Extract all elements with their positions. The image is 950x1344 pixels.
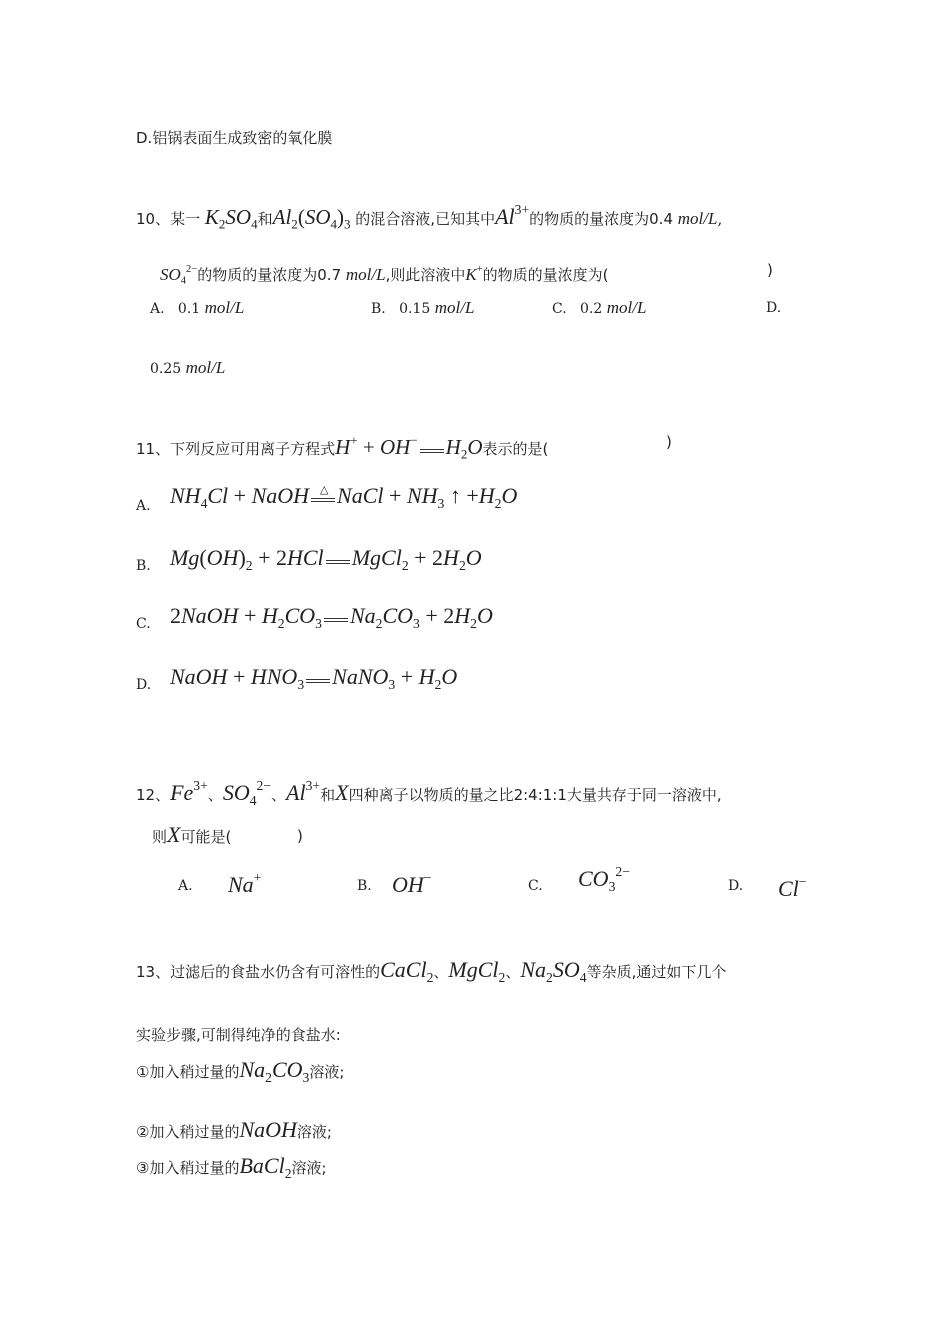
q13-step-2: ②加入稍过量的NaOH溶液;	[136, 1117, 332, 1142]
q10-option-c: C. 0.2 mol/L	[552, 298, 647, 317]
q9-option-d: D.铝锅表面生成致密的氧化膜	[136, 129, 333, 147]
q13-stem-line-1: 13、过滤后的食盐水仍含有可溶性的CaCl$_2$、MgCl$_2$、$Na_2SO_4$等杂质,通过如下几个	[136, 957, 727, 985]
ion-so4-2minus: $SO_4^{2-}$	[222, 778, 272, 808]
q10-option-d-value: 0.25 mol/L	[150, 358, 226, 377]
q12-label-d: D.	[728, 878, 744, 894]
unit-mol-per-l: mol/L	[185, 358, 226, 377]
q10-option-b: B. 0.15 mol/L	[371, 298, 475, 317]
q13-stem-line-2: 实验步骤,可制得纯净的食盐水:	[136, 1026, 341, 1044]
q10-line-2: $SO_4^{2-}$的物质的量浓度为0.7 mol/L,则此溶液中K+的物质的量浓度为(	[160, 264, 609, 287]
ion-fe3plus: $Fe^{3+}$	[170, 778, 208, 806]
q11-label-d: D.	[136, 677, 152, 693]
ion-al3plus: $Al^{3+}$	[286, 778, 321, 806]
formula-naoh: NaOH	[239, 1117, 297, 1142]
q12-stem-line-2: 则X可能是(	[152, 822, 232, 847]
unit-mol-per-l: mol/L	[345, 264, 386, 284]
q11-equation-b: $Mg(OH)_2 + 2HCl$ MgCl$_2$ + $2H_2O$	[170, 545, 482, 573]
q11-label-b: B.	[136, 558, 151, 574]
q12-close-paren: )	[297, 827, 303, 845]
q12-option-c: $CO_3^{2-}$	[578, 864, 630, 894]
q11-equation-a: $NH_4Cl$ + NaOH △ NaCl + $NH_3$ ↑ $+H_2O$	[170, 486, 517, 514]
unit-mol-per-l: mol/L	[606, 298, 647, 317]
formula-na2co3: $Na_2CO_3$	[239, 1057, 310, 1085]
q12-number: 12、	[136, 786, 171, 805]
ion-al3plus: $Al^{3+}$	[495, 202, 530, 230]
unit-mol-per-l: mol/L	[204, 298, 245, 317]
ion-k-plus: K+	[465, 264, 483, 284]
formula-cacl2: CaCl$_2$	[380, 957, 434, 985]
q13-step-3: ③加入稍过量的BaCl$_2$溶液;	[136, 1153, 327, 1181]
q11-equation-c: 2NaOH + $H_2CO_3$ $Na_2CO_3 + 2H_2O$	[170, 603, 493, 631]
q10-option-d-label: D.	[766, 300, 782, 316]
q11-number: 11、	[136, 439, 171, 458]
q12-option-b: OH−	[392, 870, 432, 898]
formula-al2so43: $Al_2(SO_4)_3$	[272, 205, 351, 232]
q11-label-a: A.	[136, 498, 151, 514]
formula-k2so4: $K_2SO_4$	[204, 205, 258, 232]
formula-mgcl2: MgCl$_2$	[448, 957, 506, 985]
q10-option-a: A. 0.1 mol/L	[150, 298, 245, 317]
q13-number: 13、	[136, 963, 171, 981]
q11-close-paren: )	[666, 433, 672, 451]
ion-so4-2minus: $SO_4^{2-}$	[160, 264, 198, 287]
ion-x: X	[335, 780, 349, 806]
q13-step-1: ①加入稍过量的$Na_2CO_3$溶液;	[136, 1057, 345, 1085]
q11-equation-d: NaOH + $HNO_3$ NaNO$_3$ + $H_2O$	[170, 664, 458, 692]
heat-symbol: △	[320, 484, 329, 496]
ion-x: X	[167, 822, 181, 847]
q12-option-d: Cl−	[778, 874, 807, 902]
q10-line-1: 10、某一 $K_2SO_4$和$Al_2(SO_4)_3$ 的混合溶液,已知其中$Al^{3+}$的物质的量浓度为0.4 mol/L,	[136, 202, 723, 232]
unit-mol-per-l: mol/L	[677, 209, 718, 229]
q11-stem: 11、下列反应可用离子方程式H+ + OH− $H_2O$表示的是(	[136, 432, 549, 462]
q12-stem-line-1: 12、$Fe^{3+}$、$SO_4^{2-}$、$Al^{3+}$和X四种离子以物质的量之比2:4:1:1大量共存于同一溶液中,	[136, 778, 722, 808]
q12-option-a: Na+	[228, 870, 262, 898]
formula-bacl2: BaCl$_2$	[239, 1153, 292, 1181]
formula-na2so4: $Na_2SO_4$	[520, 957, 587, 985]
q12-label-a: A.	[178, 878, 193, 894]
q12-label-b: B.	[357, 878, 372, 894]
q10-number: 10、	[136, 210, 171, 229]
q11-label-c: C.	[136, 616, 151, 632]
unit-mol-per-l: mol/L	[434, 298, 475, 317]
ionic-equation: H+ + OH− $H_2O$	[335, 432, 483, 462]
q12-label-c: C.	[528, 878, 543, 894]
q10-close-paren: )	[767, 261, 773, 279]
